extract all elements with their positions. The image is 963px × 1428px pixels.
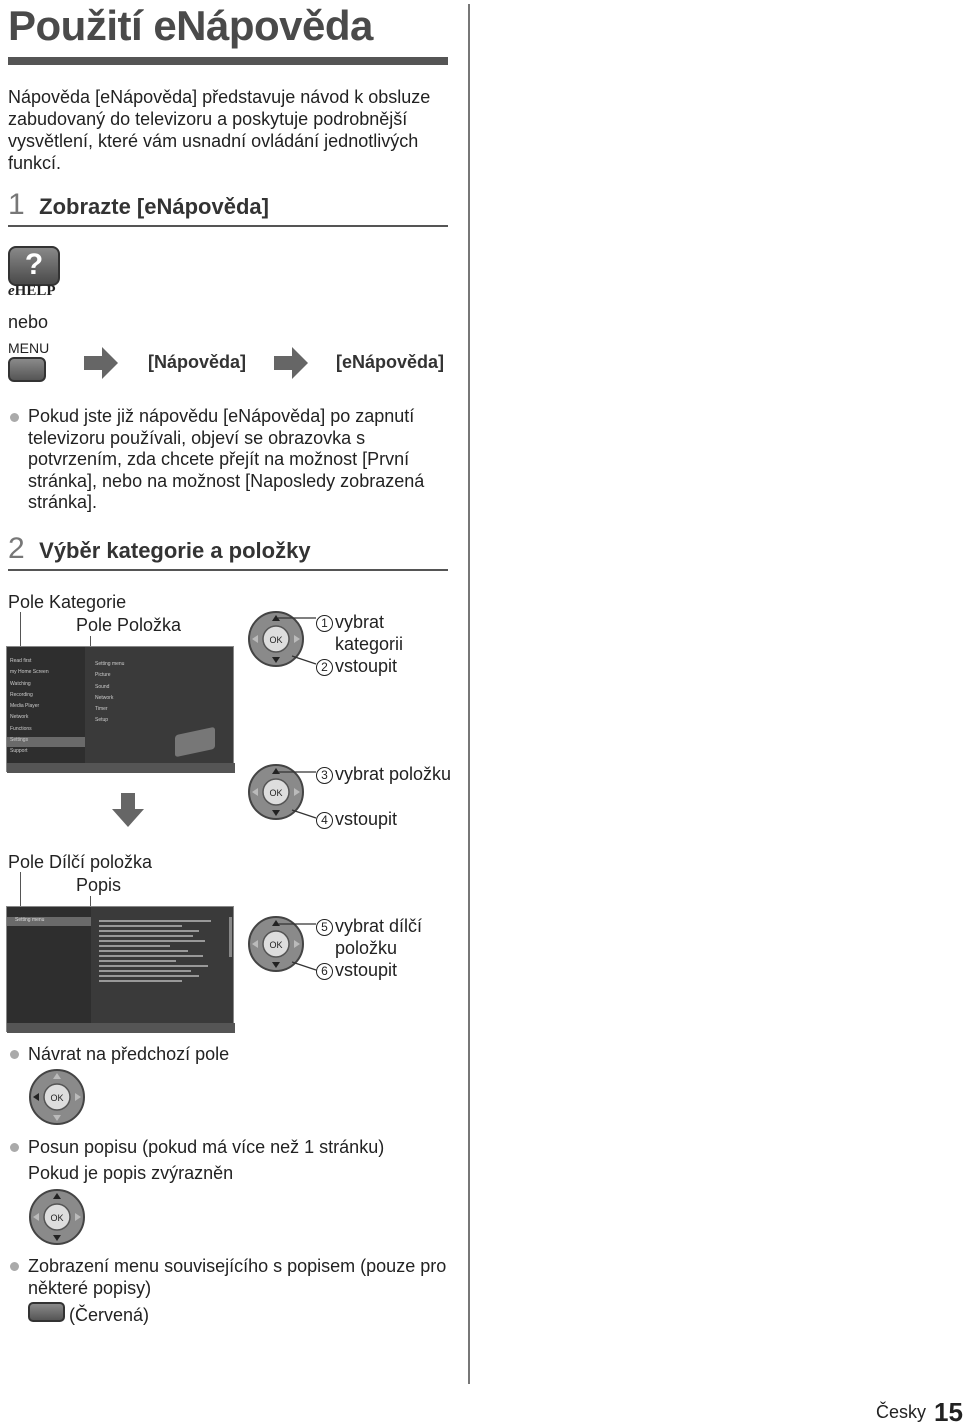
- step2-rule: [8, 569, 448, 571]
- page-number: 15: [934, 1397, 963, 1427]
- category-item[interactable]: Functions: [10, 725, 32, 732]
- arrow-down-icon: [112, 793, 144, 827]
- bullet-back-text: Návrat na předchozí pole: [28, 1044, 230, 1064]
- item-entry[interactable]: Network: [95, 694, 114, 701]
- step2-heading: [8, 532, 311, 566]
- step2-title: Výběr kategorie a položky: [39, 538, 311, 563]
- item-entry[interactable]: Timer: [95, 706, 108, 713]
- item-list: [95, 659, 124, 727]
- category-item[interactable]: Settings: [10, 737, 29, 744]
- category-item[interactable]: Recording: [10, 691, 33, 698]
- action-select-category: 1 vybrat kategorii 2 vstoupit: [316, 611, 403, 677]
- label-subitem-field: Pole Dílčí položka: [8, 852, 153, 872]
- path-item-napoveda: [Nápověda]: [148, 352, 247, 372]
- description-text: [99, 917, 217, 1017]
- or-text: nebo: [8, 312, 49, 332]
- ehelp-screen-category: [6, 646, 234, 772]
- step1-heading: [8, 188, 269, 222]
- category-item[interactable]: Network: [10, 714, 29, 721]
- title-rule: [8, 57, 448, 65]
- step2-number: 2: [8, 532, 25, 565]
- item-entry[interactable]: Sound: [95, 683, 110, 690]
- red-button[interactable]: [28, 1302, 65, 1322]
- ehelp-button[interactable]: ?: [8, 246, 60, 286]
- ehelp-screen-description: [6, 906, 234, 1032]
- action-select-item: 3 vybrat položku: [316, 763, 451, 785]
- dpad-left-icon[interactable]: [28, 1068, 86, 1126]
- background-graphic: [175, 727, 215, 758]
- intro-paragraph: Nápověda [eNápověda] představuje návod k obsluze zabudovaný do televizoru a poskytuje podrobnější vysvětlení, které vám usnadní ovládání jednotlivých funkcí.: [8, 87, 431, 173]
- step1-note: Pokud jste již nápovědu [eNápověda] po zapnutí televizoru používali, objeví se obrazovka s potvrzením, zda chcete přejít na možnost [První stránka], nebo na možnost [Naposledy zobrazená stránka].: [28, 406, 425, 512]
- footer-language: Česky: [876, 1402, 927, 1422]
- step1-rule: [8, 225, 448, 227]
- menu-label: MENU: [8, 340, 50, 356]
- screen-footer: [7, 763, 235, 773]
- category-item[interactable]: Media Player: [10, 703, 40, 710]
- action-enter-item: 4 vstoupit: [316, 808, 397, 830]
- subitem-entry[interactable]: Setting menu: [15, 917, 45, 923]
- category-item[interactable]: Support: [10, 748, 28, 755]
- label-item-field: Pole Položka: [76, 615, 182, 635]
- item-entry[interactable]: Setting menu: [95, 661, 125, 667]
- bullet-icon: [10, 1143, 19, 1152]
- label-description: Popis: [76, 875, 122, 895]
- ehelp-label: eHELP: [8, 283, 56, 299]
- category-list: [10, 656, 49, 758]
- bullet-icon: [10, 413, 19, 422]
- item-entry[interactable]: Setup: [95, 717, 109, 724]
- red-button-label: (Červená): [69, 1305, 150, 1325]
- screen-footer: [7, 1023, 235, 1033]
- svg-text:OK: OK: [269, 940, 283, 950]
- step1-number: 1: [8, 188, 25, 221]
- action-select-subitem: 5 vybrat dílčí položku 6 vstoupit: [316, 915, 422, 981]
- scrollbar[interactable]: [229, 917, 232, 957]
- svg-text:OK: OK: [269, 635, 283, 645]
- menu-button[interactable]: [8, 357, 46, 382]
- pointer-lines: [278, 612, 318, 670]
- label-category-field: Pole Kategorie: [8, 592, 127, 612]
- step1-title: Zobrazte [eNápověda]: [39, 194, 269, 219]
- bullet-icon: [10, 1050, 19, 1059]
- dpad-updown-icon[interactable]: [28, 1188, 86, 1246]
- pointer-lines: [278, 764, 318, 824]
- arrow-right-icon: [274, 347, 308, 379]
- page-title: Použití eNápověda: [8, 2, 373, 49]
- category-item[interactable]: my Home Screen: [10, 669, 49, 676]
- svg-text:OK: OK: [269, 788, 283, 798]
- category-item[interactable]: Read first: [10, 658, 32, 664]
- bullet-icon: [10, 1262, 19, 1271]
- arrow-right-icon: [84, 347, 118, 379]
- bullet-scroll-text: Posun popisu (pokud má více než 1 stránku): [28, 1137, 385, 1157]
- item-entry[interactable]: Picture: [95, 672, 111, 679]
- path-item-enapoveda: [eNápověda]: [336, 352, 445, 372]
- bullet-related-text: Zobrazení menu souvisejícího s popisem (pouze pro některé popisy): [28, 1256, 447, 1298]
- category-item[interactable]: Watching: [10, 680, 31, 687]
- pointer-lines: [278, 916, 318, 976]
- bullet-scroll-subtext: Pokud je popis zvýrazněn: [28, 1163, 234, 1183]
- svg-text:OK: OK: [50, 1213, 64, 1223]
- svg-text:OK: OK: [50, 1093, 64, 1103]
- column-divider: [468, 4, 470, 1384]
